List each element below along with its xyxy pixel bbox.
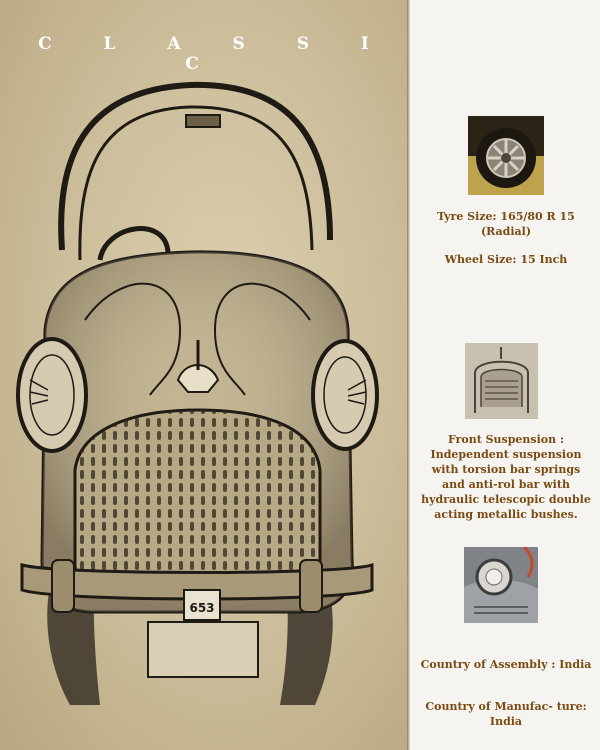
tyre-size-text: Tyre Size: 165/80 R 15 (Radial) xyxy=(437,210,575,238)
poster-title: C L A S S I C xyxy=(38,34,392,74)
country-assembly-text: Country of Assembly : India xyxy=(420,658,592,671)
front-suspension-heading: Front Suspension : xyxy=(447,433,565,446)
front-suspension-text: Independent suspension with torsion bar springs and anti-rol bar with hydraulic telescopic double acting metallic bushes. xyxy=(421,448,591,521)
headlamp-icon xyxy=(464,547,538,623)
license-plate-frame xyxy=(148,622,258,677)
wheel-size-text: Wheel Size: 15 Inch xyxy=(444,253,568,266)
specifications-panel xyxy=(410,0,600,750)
front-grille-sketch-icon xyxy=(465,343,538,419)
country-manufacture-text: Country of Manufac- ture: India xyxy=(425,700,587,728)
tyre-wheel-icon xyxy=(468,116,544,195)
license-plate-number: 653 xyxy=(189,601,215,615)
